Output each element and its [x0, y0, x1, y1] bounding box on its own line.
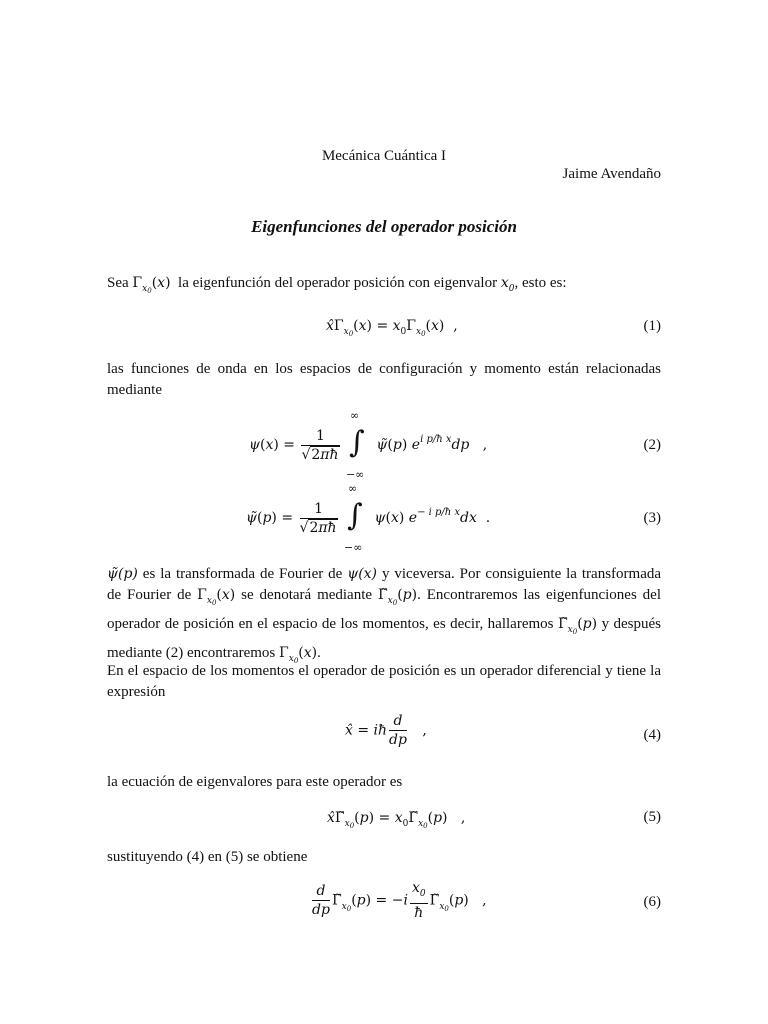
- p1-end: la eigenfunción del operador posición con eigenvalor: [178, 275, 498, 291]
- gamma-x0-x: $\Gamma_{x_0}(x)$: [132, 275, 171, 295]
- equation-number-6: (6): [643, 894, 661, 910]
- paragraph-4: En el espacio de los momentos el operador de posición es un operador diferencial y tiene la expresión: [107, 663, 661, 700]
- document-title: Eigenfunciones del operador posición: [251, 217, 517, 236]
- equation-number-1: (1): [643, 318, 661, 334]
- gamma-tilde-x0-p: $\Gammã_{x_0}(p)$: [557, 616, 598, 636]
- integral-sign: ∞ ∫ −∞: [344, 482, 363, 554]
- p3-f: .: [317, 645, 321, 661]
- course-title: Mecánica Cuántica I: [321, 148, 447, 164]
- p1-tail: , esto es:: [514, 275, 567, 291]
- equation-number-5: (5): [643, 809, 661, 825]
- equation-3: ψ̃(p) = $\frac{1}{√2\pi ħ}$ ∞ ∫ −∞ ψ(x) $e^{- i p/ħ x}dx$ .: [246, 482, 491, 554]
- equation-1: $x̂\Gamma_{x_0}(x) = x_0\Gamma_{x_0}(x)$ ,: [326, 318, 458, 338]
- gamma-x0-x: $\Gamma_{x_0}(x)$: [279, 645, 318, 665]
- gamma-x0-x: $\Gamma_{x_0}(x)$: [197, 587, 236, 607]
- p3-d: . Encontraremos las eigenfunciones del operador de posición en el espacio de los momentos, es decir, hallaremos: [107, 587, 662, 632]
- psi-tilde-p: ψ̃(p): [107, 566, 138, 582]
- author-name: Jaime Avendaño: [562, 166, 661, 182]
- gamma-tilde-x0-p: $\Gammã_{x_0}(p)$: [377, 587, 418, 607]
- psi-x: ψ(x): [347, 566, 378, 582]
- paragraph-1: [107, 273, 661, 302]
- equation-4: x̂ = iħ $\frac{d}{dp}$ ,: [345, 713, 427, 748]
- equation-number-3: (3): [643, 510, 661, 526]
- p3-e: y después mediante (2) encontraremos: [107, 616, 661, 661]
- equation-number-2: (2): [643, 437, 661, 453]
- paragraph-3: [107, 564, 661, 672]
- paragraph-5: la ecuación de eigenvalores para este operador es: [107, 774, 403, 790]
- equation-number-4: (4): [643, 727, 661, 743]
- p1-start: Sea: [107, 275, 129, 291]
- paragraph-2: las funciones de onda en los espacios de configuración y momento están relacionadas mediante: [107, 361, 661, 398]
- p3-b: y viceversa. Por consiguiente la transformada de Fourier de: [107, 566, 662, 603]
- equation-2: ψ(x) = $\frac{1}{√2\pi ħ}$ ∞ ∫ −∞ ψ̃(p) $e^{i p/ħ x}dp$ ,: [249, 409, 488, 481]
- p3-a: es la transformada de Fourier de: [142, 566, 343, 582]
- equation-5: $x̂\Gammã_{x_0}(p)$ = $x_0\Gammã_{x_0}(p)$ ,: [327, 810, 466, 830]
- equation-6: $\frac{d}{dp}$ $\Gammã_{x_0}(p) = -i$ $\frac{x_0}{ħ}$ $\Gammã_{x_0}(p)$ ,: [312, 880, 487, 921]
- x0-symbol: $x_0$: [500, 275, 515, 294]
- paragraph-6: sustituyendo (4) en (5) se obtiene: [107, 849, 308, 865]
- p3-c: se denotará mediante: [241, 587, 373, 603]
- integral-sign: ∞ ∫ −∞: [345, 409, 365, 481]
